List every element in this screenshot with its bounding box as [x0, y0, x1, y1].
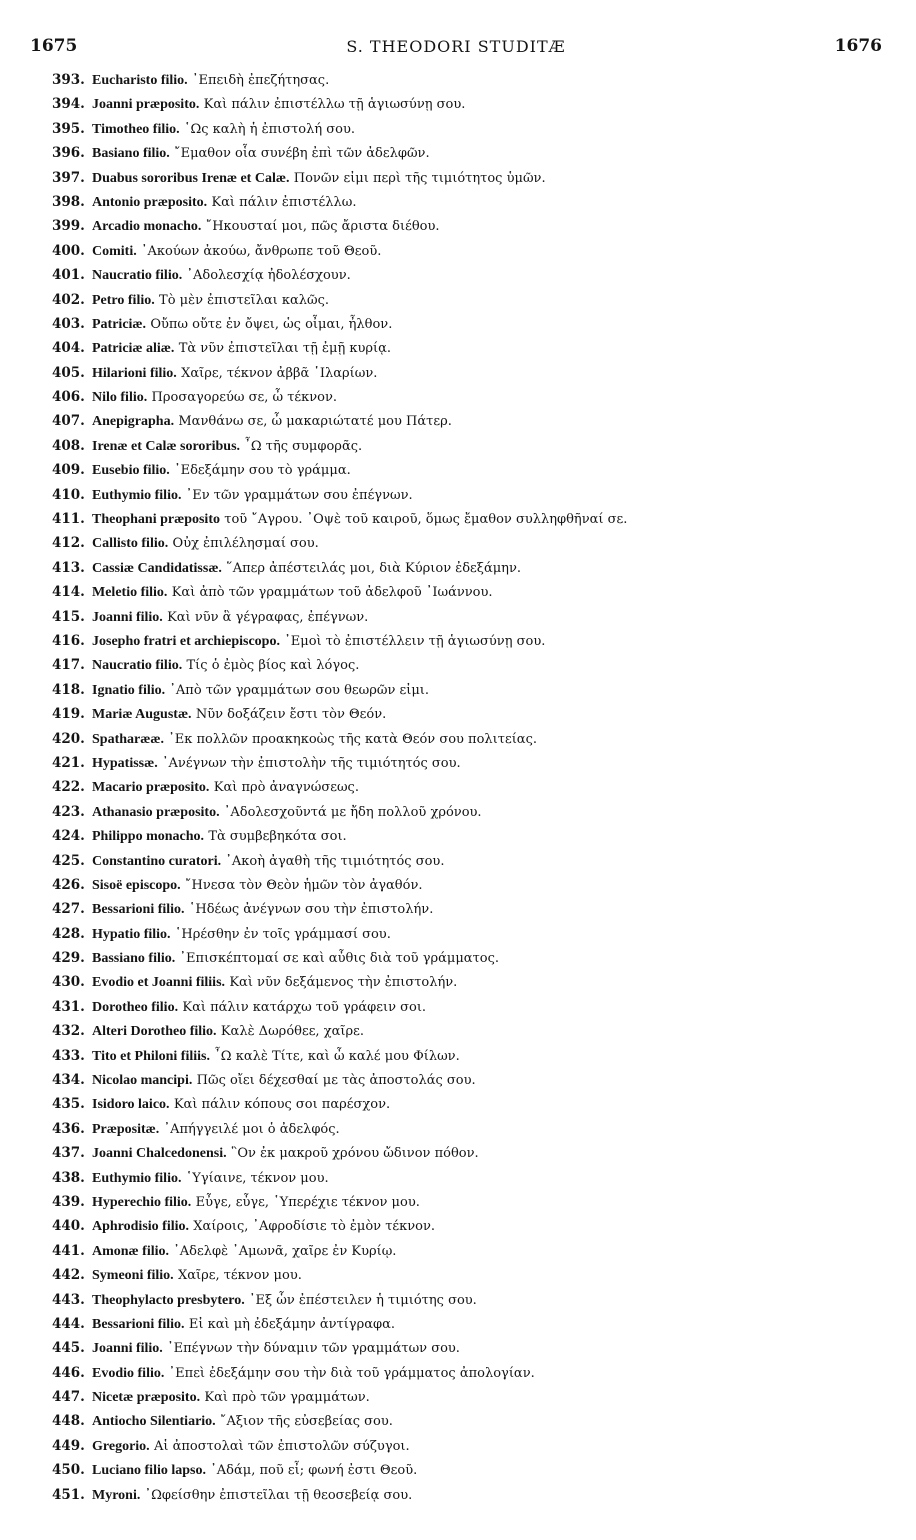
- letter-entry: [52, 1458, 882, 1482]
- letter-entry: [52, 1288, 882, 1312]
- entry-addressee: Josepho fratri et archiepiscopo.: [92, 633, 280, 649]
- entry-number: 399.: [52, 218, 85, 235]
- entry-number: 411.: [52, 511, 85, 528]
- entry-number: 407.: [52, 413, 85, 430]
- entry-addressee: Mariæ Augustæ.: [92, 707, 192, 723]
- entry-number: 430.: [52, 974, 85, 991]
- entry-number: 438.: [52, 1169, 85, 1186]
- entry-number: 424.: [52, 828, 85, 845]
- entry-number: 409.: [52, 462, 85, 479]
- entry-incipit: ῏Ω καλὲ Τίτε, καὶ ὦ καλέ μου Φίλων.: [214, 1048, 460, 1064]
- letter-index-list: [52, 68, 882, 1507]
- entry-incipit: ᾿Απήγγειλέ μοι ὁ ἀδελφός.: [163, 1121, 340, 1137]
- entry-number: 440.: [52, 1218, 85, 1235]
- entry-addressee: Comiti.: [92, 243, 137, 259]
- entry-incipit: ῎Ηνεσα τὸν Θεὸν ἡμῶν τὸν ἀγαθόν.: [184, 877, 423, 893]
- letter-entry: [52, 580, 882, 604]
- letter-entry: [52, 1044, 882, 1068]
- entry-addressee: Luciano filio lapso.: [92, 1463, 206, 1479]
- entry-addressee: Eusebio filio.: [92, 463, 170, 479]
- letter-entry: [52, 361, 882, 385]
- letter-entry: [52, 92, 882, 116]
- entry-number: 432.: [52, 1023, 85, 1040]
- entry-addressee: Athanasio præposito.: [92, 804, 220, 820]
- letter-entry: [52, 775, 882, 799]
- entry-incipit: ᾿Ακούων ἀκούω, ἄνθρωπε τοῦ Θεοῦ.: [141, 243, 382, 259]
- entry-number: 410.: [52, 486, 85, 503]
- entry-addressee: Dorotheo filio.: [92, 999, 179, 1015]
- letter-entry: [52, 1434, 882, 1458]
- entry-addressee: Constantino curatori.: [92, 853, 222, 869]
- entry-addressee: Macario præposito.: [92, 780, 210, 796]
- letter-entry: [52, 141, 882, 165]
- entry-number: 429.: [52, 950, 85, 967]
- entry-addressee: Joanni præposito.: [92, 97, 200, 113]
- letter-entry: [52, 263, 882, 287]
- entry-addressee: Aphrodisio filio.: [92, 1219, 189, 1235]
- letter-entry: [52, 68, 882, 92]
- entry-incipit: ᾿Επισκέπτομαί σε καὶ αὖθις διὰ τοῦ γράμματος.: [179, 951, 500, 967]
- letter-entry: [52, 605, 882, 629]
- entry-addressee: Amonæ filio.: [92, 1243, 169, 1259]
- entry-addressee: Nicolao mancipi.: [92, 1073, 193, 1089]
- entry-addressee: Anepigrapha.: [92, 414, 175, 430]
- letter-entry: [52, 458, 882, 482]
- entry-number: 415.: [52, 608, 85, 625]
- entry-addressee: Hilarioni filio.: [92, 365, 177, 381]
- left-column-number: 1675: [30, 36, 78, 56]
- entry-addressee: Sisoë episcopo.: [92, 877, 181, 893]
- running-title: S. THEODORI STUDITÆ: [346, 37, 566, 56]
- letter-entry: [52, 751, 882, 775]
- entry-addressee: Alteri Dorotheo filio.: [92, 1024, 217, 1040]
- entry-incipit: ᾿Εδεξάμην σου τὸ γράμμα.: [174, 463, 351, 479]
- entry-number: 396.: [52, 145, 85, 162]
- entry-number: 441.: [52, 1242, 85, 1259]
- letter-entry: [52, 1312, 882, 1336]
- entry-incipit: Καὶ πάλιν κατάρχω τοῦ γράφειν σοι.: [182, 999, 427, 1015]
- entry-number: 418.: [52, 681, 85, 698]
- entry-incipit: Καὶ πάλιν ἐπιστέλλω τῇ ἁγιωσύνῃ σου.: [203, 97, 466, 113]
- entry-incipit: ᾿Αδολεσχοῦντά με ἤδη πολλοῦ χρόνου.: [223, 804, 482, 820]
- entry-addressee: Eucharisto filio.: [92, 73, 188, 88]
- entry-number: 416.: [52, 632, 85, 649]
- entry-incipit: Οὐχ ἐπιλέλησμαί σου.: [172, 536, 319, 552]
- entry-number: 397.: [52, 169, 85, 186]
- entry-addressee: Basiano filio.: [92, 146, 170, 162]
- letter-entry: [52, 995, 882, 1019]
- entry-number: 413.: [52, 559, 85, 576]
- entry-incipit: Νῦν δοξάζειν ἔστι τὸν Θεόν.: [195, 707, 387, 723]
- letter-entry: [52, 653, 882, 677]
- entry-addressee: Timotheo filio.: [92, 121, 180, 137]
- letter-entry: [52, 1117, 882, 1141]
- entry-addressee: Bassiano filio.: [92, 951, 176, 967]
- letter-entry: [52, 727, 882, 751]
- entry-incipit: ᾿Επειδὴ ἐπεζήτησας.: [191, 73, 330, 88]
- entry-addressee: Cassiæ Candidatissæ.: [92, 560, 222, 576]
- entry-number: 398.: [52, 193, 85, 210]
- entry-number: 393.: [52, 72, 85, 88]
- entry-number: 428.: [52, 925, 85, 942]
- letter-entry: [52, 922, 882, 946]
- entry-number: 408.: [52, 437, 85, 454]
- letter-entry: [52, 897, 882, 921]
- entry-number: 449.: [52, 1437, 85, 1454]
- letter-entry: [52, 239, 882, 263]
- entry-addressee: Isidoro laico.: [92, 1097, 170, 1113]
- letter-entry: [52, 1141, 882, 1165]
- entry-number: 444.: [52, 1315, 85, 1332]
- entry-addressee: Antonio præposito.: [92, 194, 208, 210]
- entry-incipit: Καὶ νῦν δεξάμενος τὴν ἐπιστολήν.: [229, 975, 458, 991]
- entry-incipit: ῝Ον ἐκ μακροῦ χρόνου ὤδινον πόθον.: [230, 1146, 479, 1162]
- entry-addressee: Evodio filio.: [92, 1365, 165, 1381]
- entry-incipit: τοῦ ῎Αγρου. ᾿Οψὲ τοῦ καιροῦ, ὅμως ἔμαθον συλληφθῆναί σε.: [224, 512, 628, 528]
- entry-addressee: Euthymio filio.: [92, 487, 182, 503]
- entry-incipit: Καὶ πρὸ ἀναγνώσεως.: [213, 780, 359, 796]
- letter-entry: [52, 556, 882, 580]
- entry-number: 405.: [52, 364, 85, 381]
- letter-entry: [52, 702, 882, 726]
- entry-number: 395.: [52, 120, 85, 137]
- letter-entry: [52, 1361, 882, 1385]
- entry-incipit: ᾿Εκ πολλῶν προακηκοὼς τῆς κατὰ Θεόν σου πολιτείας.: [168, 731, 537, 747]
- entry-incipit: Τὰ νῦν ἐπιστεῖλαι τῇ ἐμῇ κυρίᾳ.: [178, 341, 392, 357]
- letter-entry: [52, 312, 882, 336]
- letter-entry: [52, 190, 882, 214]
- entry-number: 431.: [52, 998, 85, 1015]
- letter-entry: [52, 1190, 882, 1214]
- entry-incipit: Πονῶν εἰμι περὶ τῆς τιμιότητος ὑμῶν.: [293, 170, 546, 186]
- entry-addressee: Joanni Chalcedonensi.: [92, 1146, 227, 1162]
- entry-addressee: Irenæ et Calæ sororibus.: [92, 438, 241, 454]
- entry-number: 442.: [52, 1267, 85, 1284]
- letter-entry: [52, 946, 882, 970]
- letter-entry: [52, 166, 882, 190]
- letter-entry: [52, 873, 882, 897]
- entry-incipit: Προσαγορεύω σε, ὦ τέκνον.: [151, 390, 338, 406]
- entry-incipit: Καὶ πρὸ τῶν γραμμάτων.: [204, 1390, 370, 1406]
- entry-incipit: ᾿Επέγνων τὴν δύναμιν τῶν γραμμάτων σου.: [167, 1341, 460, 1357]
- letter-entry: [52, 483, 882, 507]
- entry-incipit: ᾿Επεὶ ἐδεξάμην σου τὴν διὰ τοῦ γράμματος ἀπολογίαν.: [168, 1365, 535, 1381]
- entry-addressee: Euthymio filio.: [92, 1170, 182, 1186]
- entry-addressee: Petro filio.: [92, 292, 155, 308]
- entry-incipit: ᾿Αδάμ, ποῦ εἶ; φωνή ἐστι Θεοῦ.: [210, 1463, 418, 1479]
- letter-entry: [52, 336, 882, 360]
- entry-incipit: ῎Ηκουσταί μοι, πῶς ἄριστα διέθου.: [205, 219, 440, 235]
- entry-addressee: Antiocho Silentiario.: [92, 1414, 216, 1430]
- letter-entry: [52, 800, 882, 824]
- entry-addressee: Hypatio filio.: [92, 926, 171, 942]
- entry-number: 435.: [52, 1096, 85, 1113]
- entry-incipit: Οὔπω οὔτε ἐν ὄψει, ὡς οἶμαι, ἦλθον.: [150, 316, 393, 332]
- entry-incipit: ᾿Απὸ τῶν γραμμάτων σου θεωρῶν εἰμι.: [169, 682, 430, 698]
- entry-incipit: Καὶ ἀπὸ τῶν γραμμάτων τοῦ ἀδελφοῦ ᾿Ιωάννου.: [171, 585, 493, 601]
- letter-entry: [52, 214, 882, 238]
- entry-incipit: ᾿Εξ ὧν ἐπέστειλεν ἡ τιμιότης σου.: [249, 1292, 477, 1308]
- letter-entry: [52, 1385, 882, 1409]
- entry-addressee: Naucratio filio.: [92, 658, 183, 674]
- entry-number: 414.: [52, 584, 85, 601]
- entry-addressee: Theophani præposito: [92, 512, 220, 528]
- entry-number: 445.: [52, 1340, 85, 1357]
- entry-incipit: Καλὲ Δωρόθεε, χαῖρε.: [220, 1024, 364, 1040]
- entry-incipit: Αἱ ἀποστολαὶ τῶν ἐπιστολῶν σύζυγοι.: [153, 1438, 410, 1454]
- entry-number: 400.: [52, 242, 85, 259]
- letter-entry: [52, 507, 882, 531]
- entry-incipit: Τίς ὁ ἐμὸς βίος καὶ λόγος.: [186, 658, 360, 674]
- entry-number: 446.: [52, 1364, 85, 1381]
- entry-incipit: Τὰ συμβεβηκότα σοι.: [208, 829, 347, 845]
- letter-entry: [52, 288, 882, 312]
- entry-addressee: Patriciæ aliæ.: [92, 341, 175, 357]
- entry-number: 403.: [52, 315, 85, 332]
- entry-incipit: Εἰ καὶ μὴ ἐδεξάμην ἀντίγραφα.: [188, 1316, 396, 1332]
- entry-addressee: Duabus sororibus Irenæ et Calæ.: [92, 170, 290, 186]
- entry-number: 439.: [52, 1193, 85, 1210]
- entry-addressee: Hyperechio filio.: [92, 1194, 192, 1210]
- entry-addressee: Nilo filio.: [92, 390, 148, 406]
- letter-entry: [52, 1092, 882, 1116]
- letter-entry: [52, 629, 882, 653]
- entry-number: 421.: [52, 754, 85, 771]
- entry-incipit: ᾿Ακοὴ ἀγαθὴ τῆς τιμιότητός σου.: [225, 853, 445, 869]
- letter-entry: [52, 1336, 882, 1360]
- entry-incipit: Μανθάνω σε, ὦ μακαριώτατέ μου Πάτερ.: [178, 414, 452, 430]
- entry-number: 447.: [52, 1389, 85, 1406]
- entry-number: 419.: [52, 706, 85, 723]
- entry-addressee: Bessarioni filio.: [92, 902, 185, 918]
- entry-addressee: Patriciæ.: [92, 316, 147, 332]
- entry-addressee: Hypatissæ.: [92, 755, 158, 771]
- letter-entry: [52, 1483, 882, 1507]
- entry-incipit: ῾Ηρέσθην ἐν τοῖς γράμμασί σου.: [174, 926, 391, 942]
- letter-entry: [52, 531, 882, 555]
- entry-incipit: Χαίροις, ᾿Αφροδίσιε τὸ ἐμὸν τέκνον.: [193, 1219, 436, 1235]
- entry-incipit: Πῶς οἴει δέχεσθαί με τὰς ἀποστολάς σου.: [196, 1073, 476, 1089]
- letter-entry: [52, 385, 882, 409]
- entry-addressee: Joanni filio.: [92, 609, 163, 625]
- entry-incipit: Χαῖρε, τέκνον μου.: [177, 1268, 302, 1284]
- letter-entry: [52, 849, 882, 873]
- entry-incipit: ῞Απερ ἀπέστειλάς μοι, διὰ Κύριον ἐδεξάμην.: [226, 560, 522, 576]
- entry-addressee: Gregorio.: [92, 1438, 150, 1454]
- letter-entry: [52, 1409, 882, 1433]
- letter-entry: [52, 1214, 882, 1238]
- entry-number: 448.: [52, 1413, 85, 1430]
- entry-incipit: Καὶ πάλιν κόπους σοι παρέσχον.: [173, 1097, 391, 1113]
- entry-incipit: ῎Εμαθον οἷα συνέβη ἐπὶ τῶν ἀδελφῶν.: [174, 146, 430, 162]
- entry-number: 434.: [52, 1072, 85, 1089]
- entry-incipit: ᾿Εμοὶ τὸ ἐπιστέλλειν τῇ ἁγιωσύνῃ σου.: [284, 633, 546, 649]
- entry-incipit: Καὶ νῦν ἃ γέγραφας, ἐπέγνων.: [167, 609, 369, 625]
- entry-incipit: ᾿Ανέγνων τὴν ἐπιστολὴν τῆς τιμιότητός σου.: [162, 755, 461, 771]
- entry-number: 394.: [52, 96, 85, 113]
- letter-entry: [52, 409, 882, 433]
- entry-addressee: Symeoni filio.: [92, 1268, 174, 1284]
- right-column-number: 1676: [834, 36, 882, 56]
- entry-number: 417.: [52, 657, 85, 674]
- entry-number: 412.: [52, 535, 85, 552]
- letter-entry: [52, 1239, 882, 1263]
- letter-entry: [52, 434, 882, 458]
- entry-number: 402.: [52, 291, 85, 308]
- entry-addressee: Evodio et Joanni filiis.: [92, 975, 226, 991]
- entry-incipit: Καὶ πάλιν ἐπιστέλλω.: [211, 194, 357, 210]
- entry-addressee: Naucratio filio.: [92, 268, 183, 284]
- entry-number: 425.: [52, 852, 85, 869]
- entry-number: 423.: [52, 803, 85, 820]
- entry-number: 450.: [52, 1462, 85, 1479]
- entry-number: 433.: [52, 1047, 85, 1064]
- letter-entry: [52, 1019, 882, 1043]
- entry-incipit: ᾿Ωφείσθην ἐπιστεῖλαι τῇ θεοσεβείᾳ σου.: [144, 1487, 413, 1503]
- entry-incipit: Εὖγε, εὖγε, ῾Υπερέχιε τέκνον μου.: [195, 1194, 420, 1210]
- entry-addressee: Joanni filio.: [92, 1341, 163, 1357]
- entry-number: 426.: [52, 876, 85, 893]
- letter-entry: [52, 678, 882, 702]
- letter-entry: [52, 117, 882, 141]
- entry-number: 401.: [52, 267, 85, 284]
- entry-addressee: Theophylacto presbytero.: [92, 1292, 245, 1308]
- entry-incipit: ῾Ηδέως ἀνέγνων σου τὴν ἐπιστολήν.: [188, 902, 434, 918]
- entry-number: 451.: [52, 1486, 85, 1503]
- entry-addressee: Tito et Philoni filiis.: [92, 1048, 210, 1064]
- entry-addressee: Meletio filio.: [92, 585, 168, 601]
- entry-addressee: Spatharææ.: [92, 731, 164, 747]
- letter-entry: [52, 824, 882, 848]
- letter-entry: [52, 1068, 882, 1092]
- entry-addressee: Ignatio filio.: [92, 682, 166, 698]
- entry-addressee: Arcadio monacho.: [92, 219, 202, 235]
- entry-incipit: ῾Υγίαινε, τέκνον μου.: [185, 1170, 329, 1186]
- entry-addressee: Bessarioni filio.: [92, 1316, 185, 1332]
- entry-incipit: Χαῖρε, τέκνον ἀββᾶ ῾Ιλαρίων.: [181, 365, 378, 381]
- entry-addressee: Philippo monacho.: [92, 829, 205, 845]
- entry-number: 437.: [52, 1145, 85, 1162]
- entry-incipit: ῾Ως καλὴ ἡ ἐπιστολή σου.: [183, 121, 356, 137]
- entry-number: 420.: [52, 730, 85, 747]
- entry-incipit: Τὸ μὲν ἐπιστεῖλαι καλῶς.: [159, 292, 330, 308]
- entry-incipit: ᾿Αδελφὲ ᾿Αμωνᾶ, χαῖρε ἐν Κυρίῳ.: [173, 1243, 397, 1259]
- entry-number: 443.: [52, 1291, 85, 1308]
- entry-incipit: ᾿Αδολεσχίᾳ ἠδολέσχουν.: [186, 268, 351, 284]
- page-header: [30, 36, 882, 64]
- entry-incipit: ῎Αξιον τῆς εὐσεβείας σου.: [219, 1414, 393, 1430]
- letter-entry: [52, 1166, 882, 1190]
- entry-number: 436.: [52, 1120, 85, 1137]
- entry-number: 404.: [52, 340, 85, 357]
- letter-entry: [52, 1263, 882, 1287]
- entry-incipit: ᾿Εν τῶν γραμμάτων σου ἐπέγνων.: [185, 487, 413, 503]
- entry-number: 427.: [52, 901, 85, 918]
- entry-incipit: ῏Ω τῆς συμφορᾶς.: [244, 438, 363, 454]
- letter-entry: [52, 970, 882, 994]
- entry-addressee: Callisto filio.: [92, 536, 169, 552]
- entry-addressee: Præpositæ.: [92, 1121, 160, 1137]
- entry-number: 406.: [52, 389, 85, 406]
- entry-addressee: Nicetæ præposito.: [92, 1390, 201, 1406]
- entry-addressee: Myroni.: [92, 1487, 141, 1503]
- entry-number: 422.: [52, 779, 85, 796]
